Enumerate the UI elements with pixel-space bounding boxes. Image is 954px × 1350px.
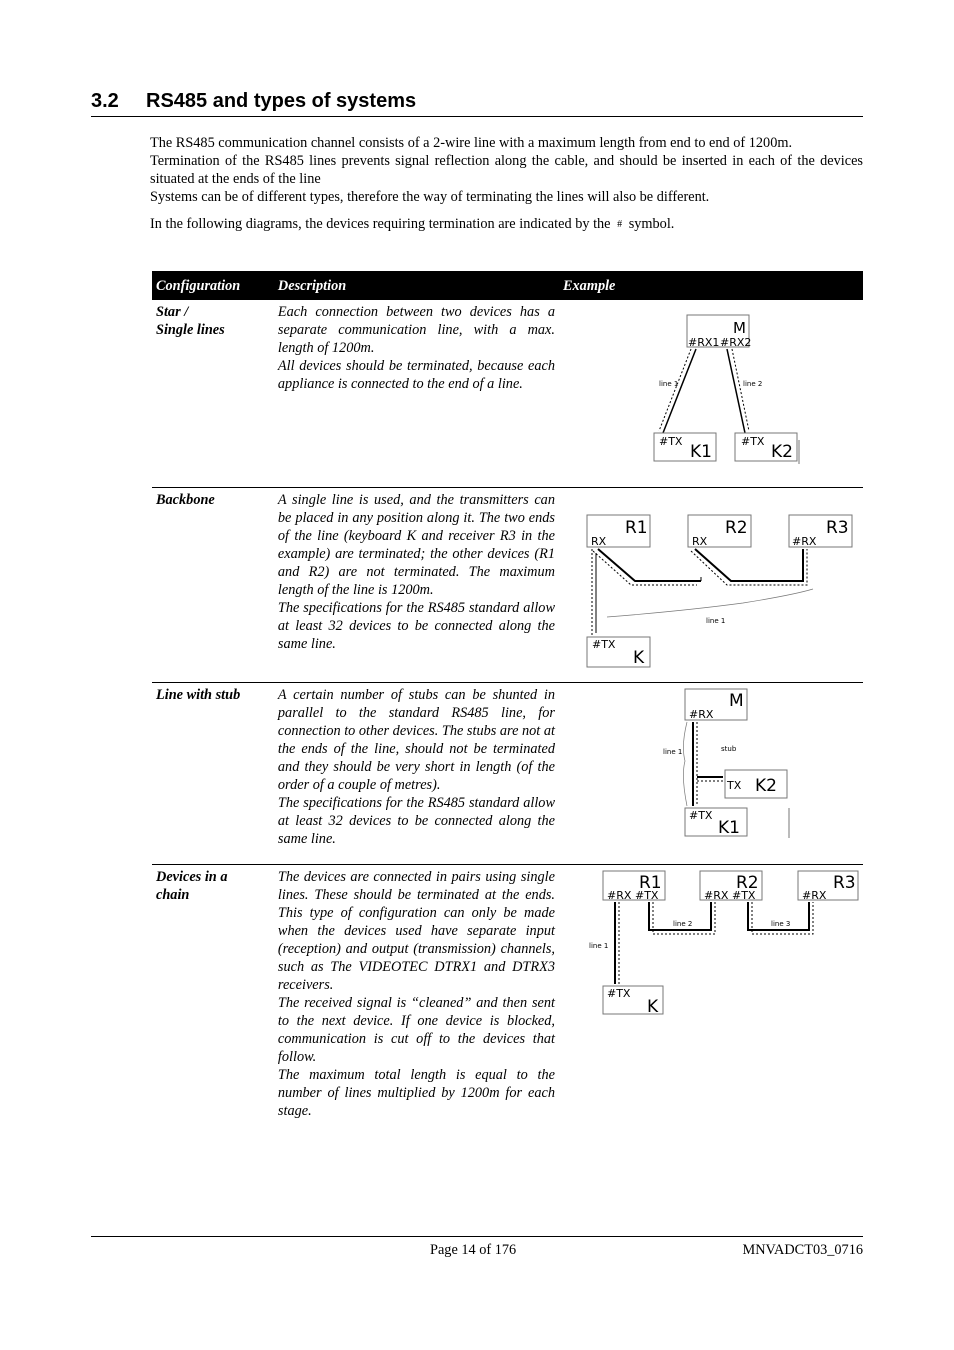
device-label: R1 — [624, 518, 648, 538]
svg-text:#TX: #TX — [658, 435, 683, 448]
svg-text:line 2: line 2 — [742, 380, 763, 388]
description-cell: Each connection between two devices has a separate communication line, with a max. length of 1200m. All devices should be terminated, because each appliance is connected to the end of a line. — [274, 300, 559, 488]
intro-paragraph-1: The RS485 communication channel consists of a 2-wire line with a maximum length from end to end of 1200m. — [150, 135, 793, 151]
port-label: #RX2 — [719, 336, 752, 349]
section-heading — [91, 90, 863, 117]
svg-text:#TX: #TX — [731, 889, 756, 902]
section-number: 3.2 — [91, 90, 119, 112]
header-description: Description — [274, 271, 559, 300]
termination-symbol-icon: # — [617, 219, 623, 230]
description-cell: A certain number of stubs can be shunted in parallel to the standard RS485 line, for connection to other devices. The stubs are not at the ends of the line, should not be terminated and they should be very short in length (of the order of a couple of metres). The specifications for the RS485 standard allow at least 32 devices to be connected along the same line. — [274, 683, 559, 865]
svg-text:line 1: line 1 — [658, 380, 679, 388]
svg-text:line 1: line 1 — [705, 617, 726, 625]
header-example: Example — [559, 271, 863, 300]
line-1 — [663, 349, 696, 433]
example-cell — [559, 488, 863, 683]
device-label: R2 — [735, 873, 759, 893]
stub-diagram — [563, 686, 859, 864]
device-label: K — [646, 997, 659, 1017]
intro-paragraph-3: Systems can be of different types, therefore the way of terminating the lines will also be different. — [150, 189, 710, 205]
device-label: K2 — [770, 442, 793, 462]
device-label: K1 — [689, 442, 712, 462]
line-1 — [598, 549, 701, 581]
intro-paragraph-2: Termination of the RS485 lines prevents signal reflection along the cable, and should be inserted in each of the devices situated at the ends of the line — [150, 153, 863, 187]
header-configuration: Configuration — [152, 271, 274, 300]
svg-text:RX: RX — [590, 535, 607, 548]
svg-text:line 1: line 1 — [588, 942, 609, 950]
line-2 — [727, 349, 745, 433]
svg-text:#TX: #TX — [634, 889, 659, 902]
device-label: R2 — [724, 518, 748, 538]
table-row — [152, 683, 863, 865]
svg-text:#RX: #RX — [791, 535, 817, 548]
config-cell: Devices in a chain — [156, 869, 228, 903]
svg-text:#TX: #TX — [591, 638, 616, 651]
chain-diagram — [563, 868, 859, 1130]
section-title: RS485 and types of systems — [146, 90, 417, 112]
svg-text:#RX: #RX — [703, 889, 729, 902]
port-label: #RX1 — [687, 336, 720, 349]
svg-text:stub: stub — [720, 745, 737, 753]
config-cell: Star / Single lines — [152, 300, 274, 488]
intro-text — [150, 134, 863, 234]
table-header-row — [152, 271, 863, 300]
svg-text:#TX: #TX — [606, 987, 631, 1000]
configuration-table — [152, 271, 863, 1130]
svg-text:TX: TX — [726, 779, 742, 792]
svg-text:#RX: #RX — [688, 708, 714, 721]
svg-text:#TX: #TX — [740, 435, 765, 448]
page-number: Page 14 of 176 — [430, 1242, 517, 1258]
device-label: K1 — [717, 818, 740, 838]
device-label: K2 — [754, 776, 777, 796]
device-label: M — [728, 691, 744, 711]
example-cell — [559, 300, 863, 488]
config-cell: Line with stub — [152, 683, 274, 865]
backbone-diagram — [563, 491, 859, 682]
device-label: R3 — [825, 518, 849, 538]
intro-paragraph-4: In the following diagrams, the devices requiring termination are indicated by the # symbol. — [150, 216, 675, 232]
table-row — [152, 300, 863, 488]
table-row — [152, 488, 863, 683]
device-label: R1 — [638, 873, 662, 893]
svg-text:#TX: #TX — [688, 809, 713, 822]
svg-text:line 1: line 1 — [662, 748, 683, 756]
example-cell — [559, 683, 863, 865]
star-diagram — [563, 303, 859, 487]
svg-text:#RX: #RX — [801, 889, 827, 902]
device-label: M — [732, 319, 746, 337]
table-row — [152, 865, 863, 1131]
example-cell — [559, 865, 863, 1131]
device-label: K — [632, 648, 645, 668]
svg-text:line 3: line 3 — [770, 920, 791, 928]
svg-text:RX: RX — [691, 535, 708, 548]
description-cell: A single line is used, and the transmitters can be placed in any position along it. The two ends of the line (keyboard K and receiver R3 in the example) are terminated; the other devices (R1 and R2) are not terminated. The maximum length of the line is 1200m. The specifications for the RS485 standard allow at least 32 devices to be connected along the same line. — [274, 488, 559, 683]
document-code: MNVADCT03_0716 — [742, 1242, 863, 1258]
description-cell: The devices are connected in pairs using single lines. These should be terminated at the ends. This type of configuration can only be made when the devices used have separate input (reception) and output (transmission) channels, such as The VIDEOTEC DTRX1 and DTRX3 receivers. The received signal is “cleaned” and then sent to the next device. If one device is blocked, communication is cut off to the devices that follow. The maximum total length is equal to the number of lines multiplied by 1200m for each stage. — [277, 869, 555, 1119]
page-footer — [91, 1236, 863, 1258]
svg-text:line 2: line 2 — [672, 920, 693, 928]
config-cell: Backbone — [152, 488, 274, 683]
svg-text:#RX: #RX — [606, 889, 632, 902]
device-label: R3 — [832, 873, 856, 893]
